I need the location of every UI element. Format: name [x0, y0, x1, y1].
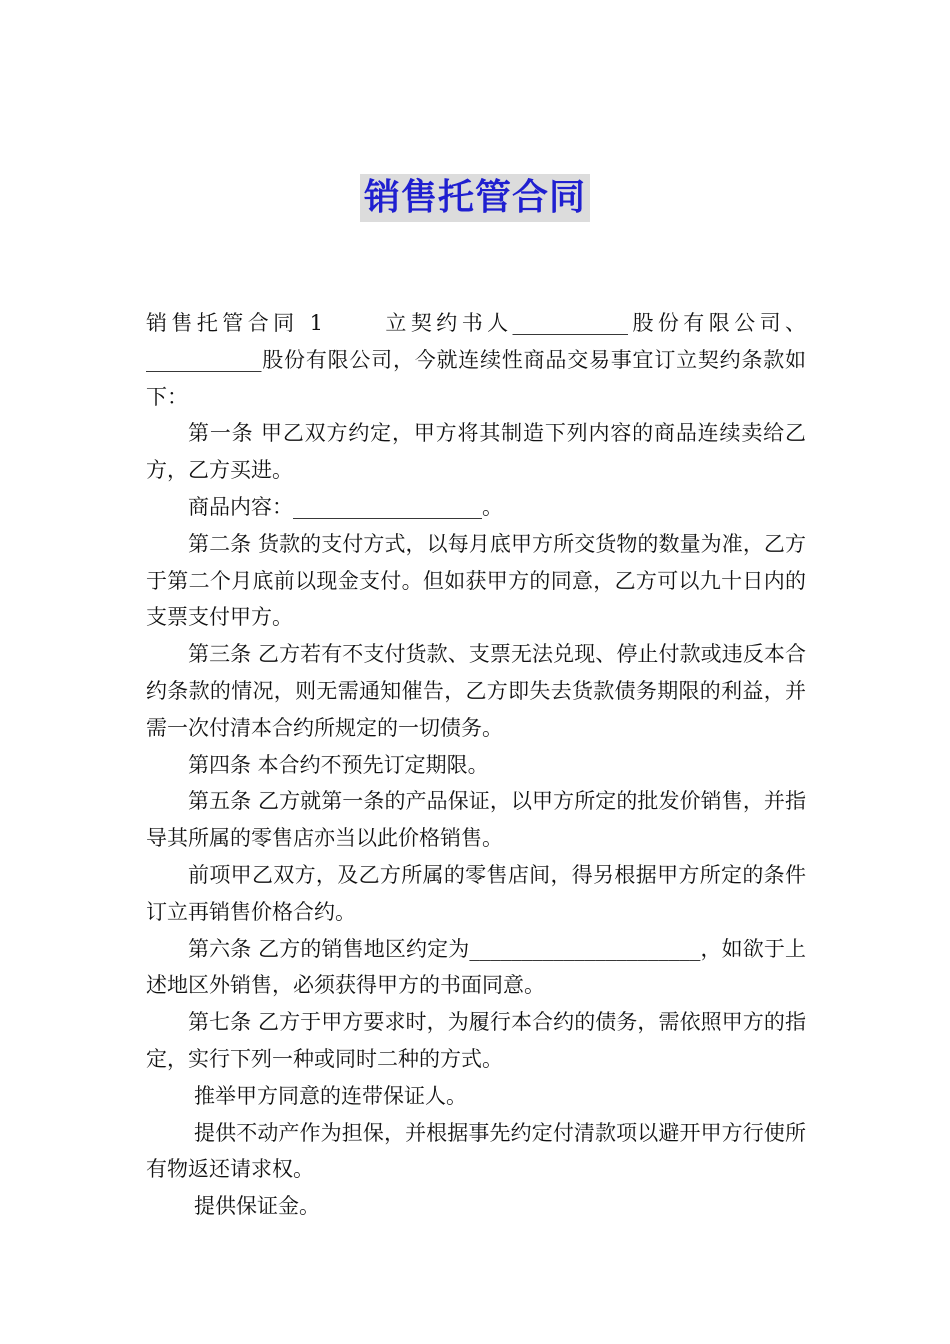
intro-paragraph: [146, 305, 806, 415]
goods-content: 商品内容：__________________。: [188, 494, 503, 519]
document-body: [146, 305, 806, 1225]
title-container: [0, 174, 950, 222]
intro-text: 立契约书人___________股份有限公司、___________股份有限公司，今就连续性商品交易事宜订立契约条款如下：: [146, 311, 806, 409]
option-guarantor: 推举甲方同意的连带保证人。: [194, 1083, 467, 1108]
option-real-estate: 提供不动产作为担保，并根据事先约定付清款项以避开甲方行使所有物返还请求权。: [146, 1120, 806, 1182]
clause-3: 第三条 乙方若有不支付货款、支票无法兑现、停止付款或违反本合约条款的情况，则无需通知催告，乙方即失去货款债务期限的利益，并需一次付清本合约所规定的一切债务。: [146, 642, 806, 740]
clause-6: 第六条 乙方的销售地区约定为______________________，如欲于上述地区外销售，必须获得甲方的书面同意。: [146, 936, 806, 998]
clause-5: 第五条 乙方就第一条的产品保证，以甲方所定的批发价销售，并指导其所属的零售店亦当以此价格销售。: [146, 789, 806, 851]
intro-label: 销售托管合同 1: [146, 311, 323, 335]
document-title: 销售托管合同: [360, 174, 590, 222]
clause-1: 第一条 甲乙双方约定，甲方将其制造下列内容的商品连续卖给乙方，乙方买进。: [146, 421, 806, 483]
clause-5-supplement: 前项甲乙双方，及乙方所属的零售店间，得另根据甲方所定的条件订立再销售价格合约。: [146, 862, 806, 924]
clause-7: 第七条 乙方于甲方要求时，为履行本合约的债务，需依照甲方的指定，实行下列一种或同时二种的方式。: [146, 1010, 806, 1071]
option-deposit: 提供保证金。: [194, 1194, 320, 1219]
clause-2: 第二条 货款的支付方式，以每月底甲方所交货物的数量为准，乙方于第二个月底前以现金支付。但如获甲方的同意，乙方可以九十日内的支票支付甲方。: [146, 531, 806, 630]
clause-4: 第四条 本合约不预先订定期限。: [188, 752, 489, 777]
